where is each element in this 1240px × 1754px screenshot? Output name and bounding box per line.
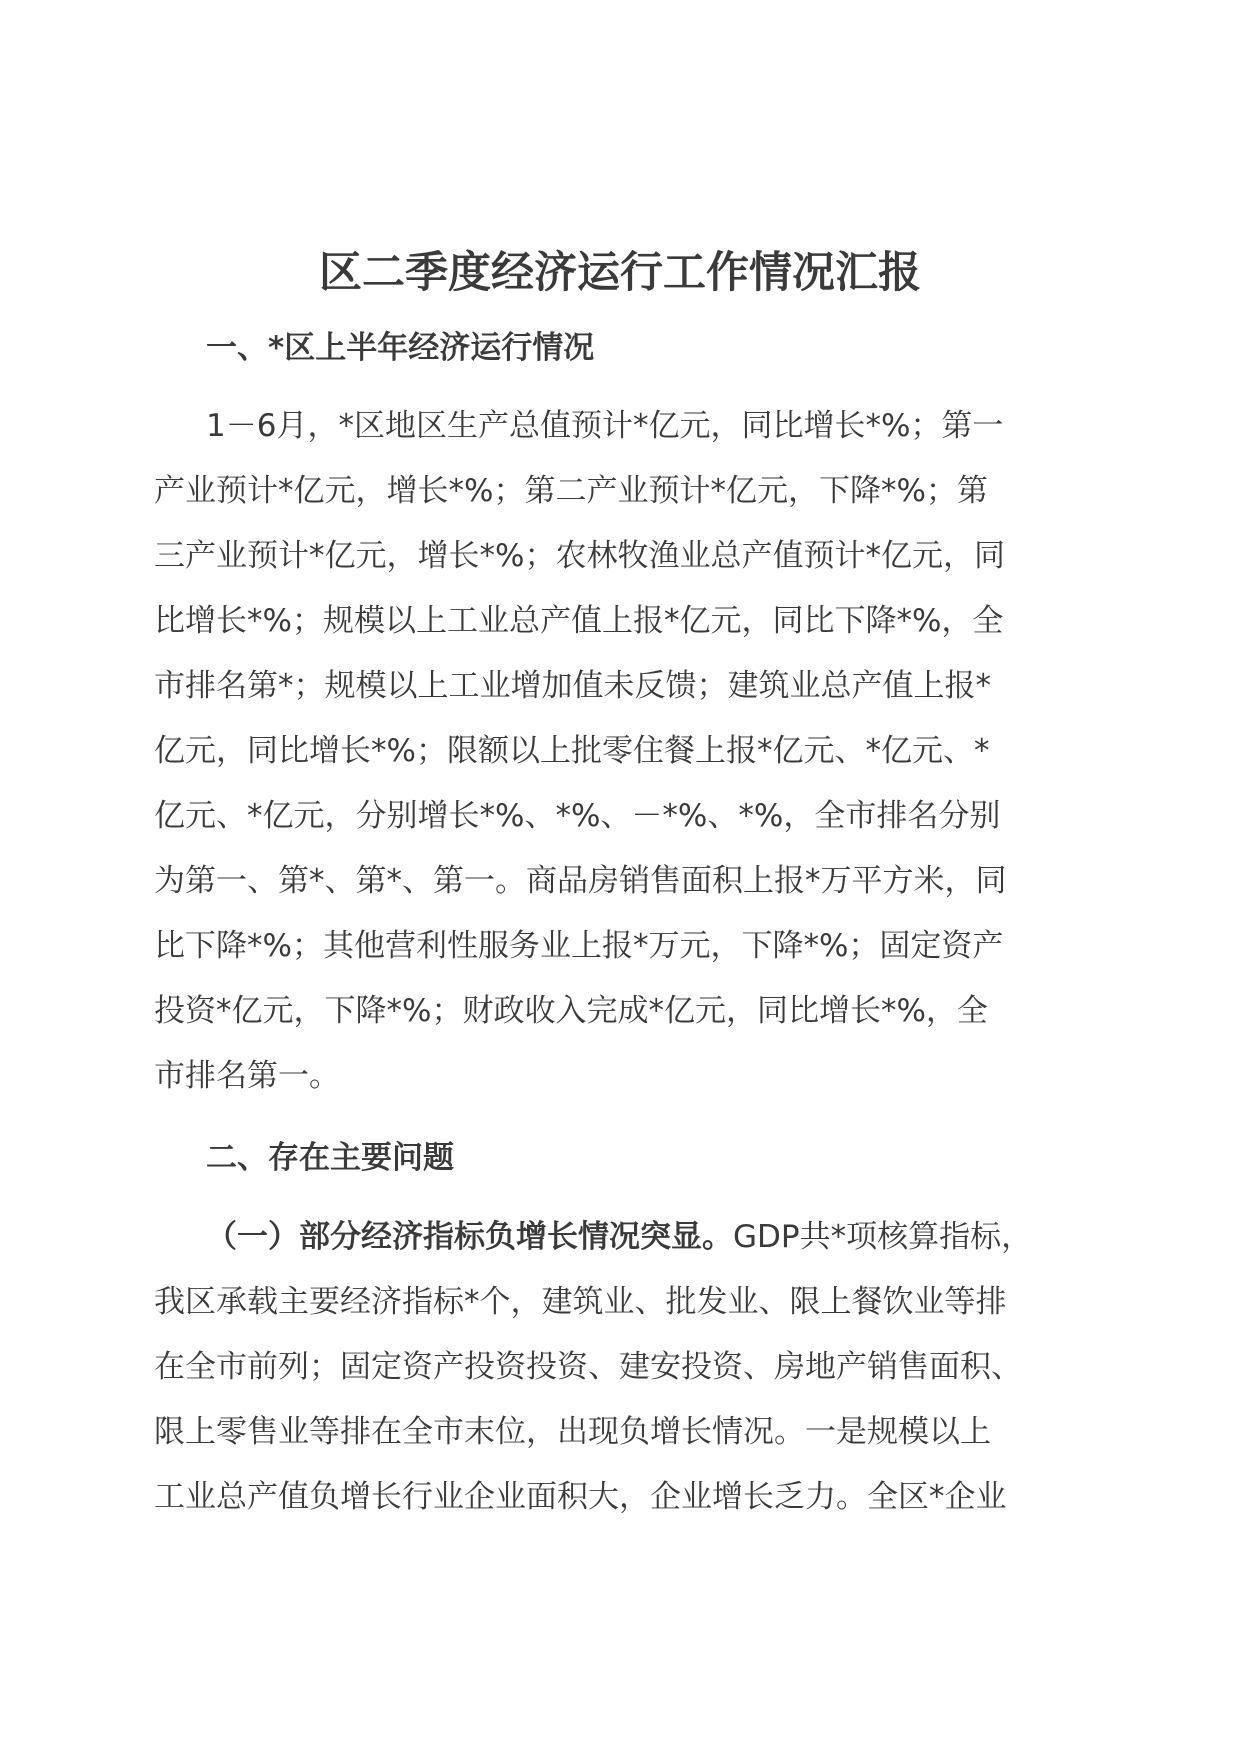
section-main-problems-paragraph: [154, 1205, 1084, 1530]
paragraph-line: 比增长*%；规模以上工业总产值上报*亿元，同比下降*%，全: [154, 603, 1004, 639]
paragraph-line: 在全市前列；固定资产投资投资、建安投资、房地产销售面积、: [154, 1349, 1022, 1385]
paragraph-line: 比下降*%；其他营利性服务业上报*万元，下降*%；固定资产: [154, 928, 1004, 964]
section-economic-operation-paragraph: [154, 394, 1084, 1109]
paragraph-line: 产业预计*亿元，增长*%；第二产业预计*亿元，下降*%；第: [154, 473, 988, 509]
paragraph-line: [154, 1205, 1084, 1270]
paragraph-line: 1－6月，*区地区生产总值预计*亿元，同比增长*%；第一: [206, 408, 1004, 444]
paragraph-line: 我区承载主要经济指标*个，建筑业、批发业、限上餐饮业等排: [154, 1284, 1007, 1320]
paragraph-line: 亿元，同比增长*%；限额以上批零住餐上报*亿元、*亿元、*: [154, 733, 990, 769]
section-heading-main-problems: 二、存在主要问题: [206, 1140, 454, 1176]
paragraph-line: 三产业预计*亿元，增长*%；农林牧渔业总产值预计*亿元，同: [154, 538, 1005, 574]
section-heading-economic-operation: 一、*区上半年经济运行情况: [206, 330, 595, 366]
paragraph-line: 市排名第*；规模以上工业增加值未反馈；建筑业总产值上报*: [154, 668, 991, 704]
paragraph-line: 投资*亿元，下降*%；财政收入完成*亿元，同比增长*%，全: [154, 993, 988, 1029]
paragraph-text: GDP共*项核算指标，: [733, 1219, 1033, 1255]
subsection-heading: （一）部分经济指标负增长情况突显。: [206, 1219, 733, 1255]
paragraph-line: 为第一、第*、第*、第一。商品房销售面积上报*万平方米，同: [154, 863, 1007, 899]
paragraph-line: 亿元、*亿元，分别增长*%、*%、－*%、*%，全市排名分别: [154, 798, 1001, 834]
paragraph-line: 市排名第一。: [154, 1058, 340, 1094]
paragraph-line: 限上零售业等排在全市末位，出现负增长情况。一是规模以上: [154, 1414, 991, 1450]
paragraph-line: 工业总产值负增长行业企业面积大，企业增长乏力。全区*企业: [154, 1479, 1007, 1515]
document-title: 区二季度经济运行工作情况汇报: [319, 248, 921, 298]
